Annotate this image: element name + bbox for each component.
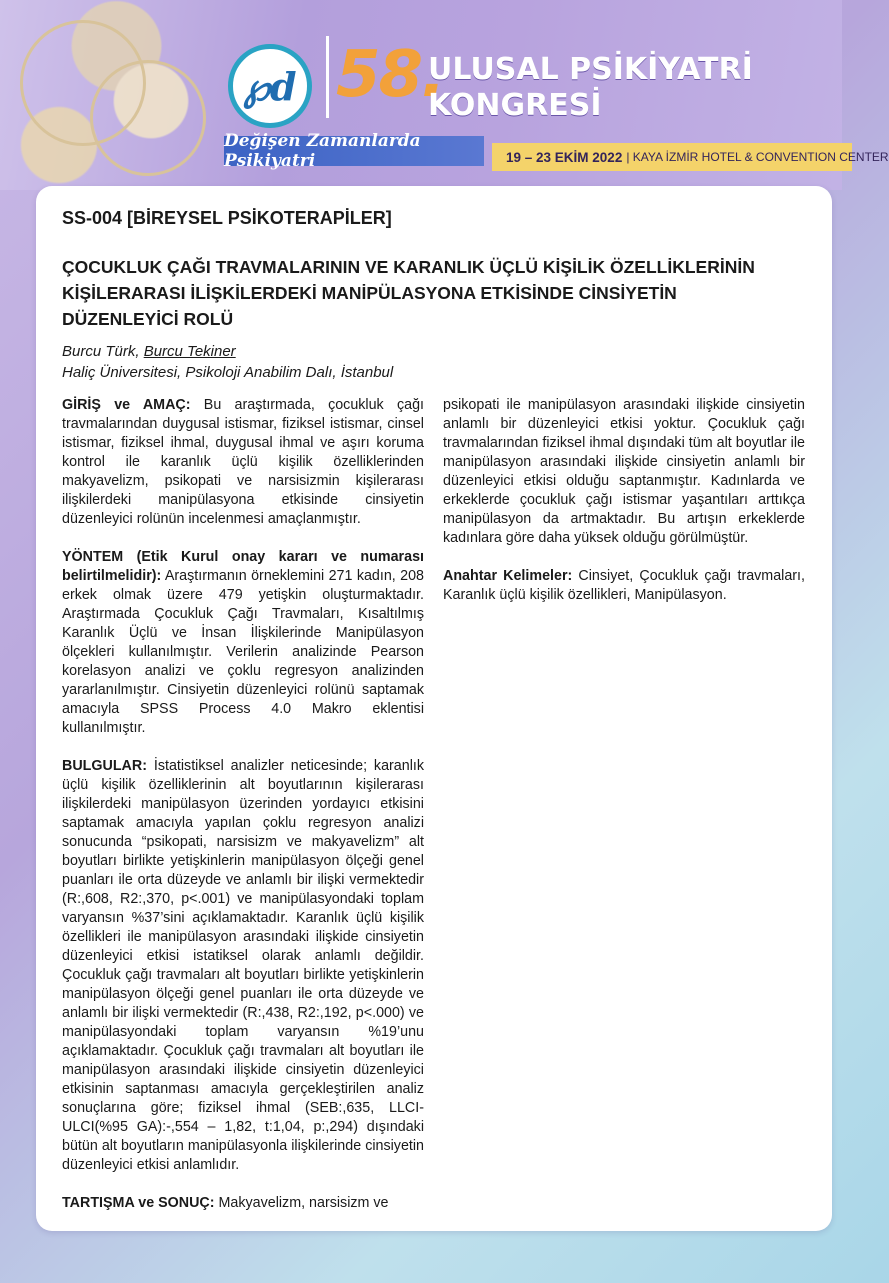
results-text: İstatistiksel analizler neticesinde; karanlık üçlü kişilik özelliklerinin alt boyutlarının kişilerarası ilişkilerdeki manipülasyon üzerinden yordayıcı etkisini saptamak amacıyla yapılan çoklu regresyon analizi sonucunda “psikopati, narsisizm ve makyavelizm” alt boyutları birlikte yetişkinlerin manipülasyon ölçeği genel puanları ile orta düzeyde ve anlamlı bir ilişki vermektedir (R:,608, R2:,370, p<.001) ve manipülasyondaki toplam varyansın %37’sini açıklamaktadır. Karanlık üçlü kişilik özellikleri ile manipülasyon arasındaki ilişkide cinsiyetin düzenleyici etkisi istatiksel olarak anlamlı değildir. Çocukluk çağı travmaları alt boyutları birlikte yetişkinlerin manipülasyon ölçeği genel puanları ile orta düzeyde ve anlamlı bir ilişki vermektedir (R:,438, R2:,192, p<.000) ve manipülasyondaki toplam varyansın %19’unu açıklamaktadır. Çocukluk çağı travmaları alt boyutları ile manipülasyon arasındaki ilişkide cinsiyetin düzenleyici etkisinin saptanması amacıyla gerçekleştirilen analiz sonuçlarına göre; fiziksel ihmal (SEB:,635, LLCI-ULCI(%95 GA):-,554 – 1,82, t:1,04, p:,294) dışındaki bütün alt boyutların manipülasyonla ilişkilerinde cinsiyetin düzenleyici etkisi anlamlıdır. (62, 758, 424, 1173)
congress-name-line1: ULUSAL PSİKİYATRİ (428, 52, 753, 87)
congress-name (428, 52, 753, 124)
keywords-paragraph (443, 567, 805, 605)
congress-number: 58. (336, 38, 444, 112)
left-column (62, 396, 424, 1232)
results-paragraph (62, 757, 424, 1175)
method-text: Araştırmanın örneklemini 271 kadın, 208 erkek olmak üzere 479 yetişkin oluşturmaktadır. Araştırmada Çocukluk Çağı Travmaları, Kısaltılmış Karanlık Üçlü ve İnsan İlişkilerinde Manipülasyon ölçekleri kullanılmıştır. Verilerin analizinde Pearson korelasyon analizi ve çoklu regresyon analizinden yararlanılmıştır. Cinsiyetin düzenleyici rolünü saptamak amacıyla SPSS Process 4.0 Makro eklentisi kullanılmıştır. (62, 568, 424, 736)
affiliation: Haliç Üniversitesi, Psikoloji Anabilim Dalı, İstanbul (62, 364, 394, 381)
association-logo (228, 44, 312, 128)
method-paragraph (62, 548, 424, 738)
logo-mark: ℘d (243, 63, 297, 109)
keywords-label: Anahtar Kelimeler: (443, 568, 573, 584)
intro-paragraph (62, 396, 424, 529)
discussion-continued: psikopati ile manipülasyon arasındaki ilişkide cinsiyetin anlamlı bir düzenleyici etkisi yoktur. Çocukluk çağı travmalarından fiziksel ihmal dışındaki tüm alt boyutlar ile manipülasyon arasındaki ilişkide cinsiyetin anlamlı bir düzenleyici etkisi olduğu saptanmıştır. Kadınlarda ve erkeklerde çocukluk çağı istismar yaşantıları arttıkça manipülasyon da artmaktadır. Bu artışın erkeklerde kadınlara göre daha yüksek olduğu görülmüştür. (443, 397, 805, 546)
author-2-presenting: Burcu Tekiner (143, 343, 236, 360)
keywords-text: Cinsiyet, Çocukluk çağı travmaları, Karanlık üçlü kişilik özellikleri, Manipülasyon. (443, 568, 806, 603)
method-label: YÖNTEM (Etik Kurul onay kararı ve numarası belirtilmelidir): (62, 549, 424, 584)
intro-text: Bu araştırmada, çocukluk çağı travmalarından duygusal istismar, fiziksel istismar, cinsel istismar, fiziksel ihmal, duygusal ihmal ve aşırı koruma kontrol ile karanlık üçlü kişilik özelliklerinden makyavelizm, psikopati ve narsisizmin kişilerarası ilişkilerdeki manipülasyona etkisinde cinsiyetin düzenleyici rolünün incelenmesi amaçlanmıştır. (62, 397, 424, 527)
right-column (443, 396, 805, 624)
intro-label: GİRİŞ ve AMAÇ: (62, 397, 191, 413)
date-venue-bar (492, 143, 889, 171)
congress-venue: | KAYA İZMİR HOTEL & CONVENTION CENTER (626, 150, 889, 164)
banner-divider (326, 36, 329, 118)
congress-dates: 19 – 23 EKİM 2022 (506, 149, 623, 165)
congress-name-line2: KONGRESİ (428, 88, 602, 123)
author-1: Burcu Türk, (62, 343, 144, 360)
results-label: BULGULAR: (62, 758, 147, 774)
discussion-label: TARTIŞMA ve SONUÇ: (62, 1195, 215, 1211)
authors (62, 343, 236, 360)
session-code: SS-004 [BİREYSEL PSİKOTERAPİLER] (62, 208, 392, 228)
discussion-text-start: Makyavelizm, narsisizm ve (214, 1195, 389, 1211)
congress-banner (0, 0, 889, 190)
clock-ring-icon (90, 60, 206, 176)
congress-motto: Değişen Zamanlarda Psikiyatri (224, 136, 484, 166)
discussion-paragraph (62, 1194, 424, 1213)
abstract-title: ÇOCUKLUK ÇAĞI TRAVMALARININ VE KARANLIK ÜÇLÜ KİŞİLİK ÖZELLİKLERİNİN KİŞİLERARASI İLİŞKİLERDEKİ MANİPÜLASYONA ETKİSİNDE CİNSİYETİN DÜZENLEYİCİ ROLÜ (62, 257, 755, 329)
